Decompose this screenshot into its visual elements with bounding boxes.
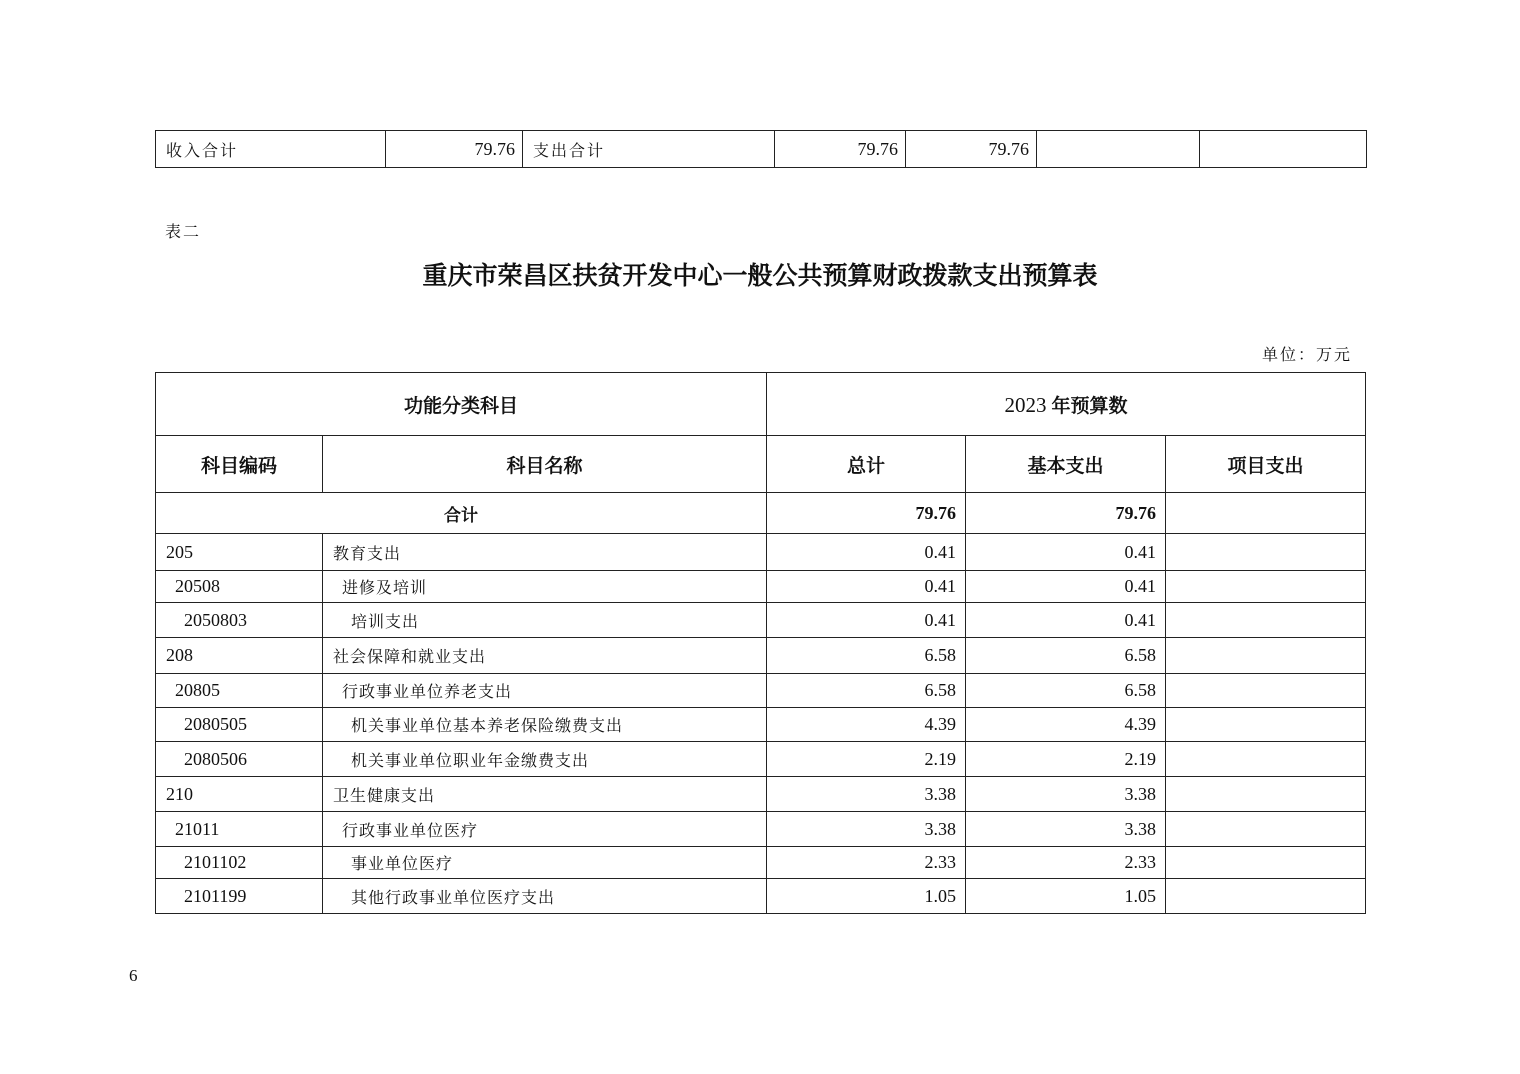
table-row xyxy=(156,812,1366,847)
table-row xyxy=(156,674,1366,708)
subject-code-header: 科目编码 xyxy=(156,436,323,493)
row-code: 2050803 xyxy=(156,603,323,638)
row-total: 1.05 xyxy=(767,879,966,914)
row-basic: 6.58 xyxy=(966,638,1166,674)
row-code: 2080506 xyxy=(156,742,323,777)
summary-extra-cell xyxy=(1200,131,1367,168)
row-project xyxy=(1166,879,1366,914)
income-total-label: 收入合计 xyxy=(156,131,386,168)
row-project xyxy=(1166,812,1366,847)
row-total: 4.39 xyxy=(767,708,966,742)
row-basic: 2.33 xyxy=(966,847,1166,879)
row-code: 2101102 xyxy=(156,847,323,879)
row-code: 2101199 xyxy=(156,879,323,914)
table-row xyxy=(156,708,1366,742)
budget-year: 2023 xyxy=(1004,392,1047,417)
row-total: 2.33 xyxy=(767,847,966,879)
row-basic: 3.38 xyxy=(966,777,1166,812)
row-project xyxy=(1166,571,1366,603)
row-name: 培训支出 xyxy=(323,603,767,638)
row-name: 机关事业单位基本养老保险缴费支出 xyxy=(323,708,767,742)
table-row xyxy=(156,777,1366,812)
row-total: 3.38 xyxy=(767,777,966,812)
row-name: 社会保障和就业支出 xyxy=(323,638,767,674)
unit-note: 单位：万元 xyxy=(1262,345,1353,364)
totals-row xyxy=(156,493,1366,534)
row-project xyxy=(1166,708,1366,742)
row-basic: 0.41 xyxy=(966,534,1166,571)
row-basic: 3.38 xyxy=(966,812,1166,847)
budget-year-suffix: 年预算数 xyxy=(1051,394,1128,417)
total-header: 总计 xyxy=(767,436,966,493)
page-number: 6 xyxy=(129,966,138,985)
row-total: 6.58 xyxy=(767,638,966,674)
totals-label: 合计 xyxy=(156,493,767,534)
subject-name-header: 科目名称 xyxy=(323,436,767,493)
row-basic: 4.39 xyxy=(966,708,1166,742)
totals-total: 79.76 xyxy=(767,493,966,534)
summary-row xyxy=(156,131,1367,168)
basic-expense-header: 基本支出 xyxy=(966,436,1166,493)
budget-table xyxy=(155,372,1366,914)
project-expense-header: 项目支出 xyxy=(1166,436,1366,493)
table-row xyxy=(156,534,1366,571)
header-row-2 xyxy=(156,436,1366,493)
row-code: 21011 xyxy=(156,812,323,847)
row-code: 20508 xyxy=(156,571,323,603)
row-project xyxy=(1166,534,1366,571)
row-name: 行政事业单位医疗 xyxy=(323,812,767,847)
row-project xyxy=(1166,777,1366,812)
row-project xyxy=(1166,638,1366,674)
row-name: 事业单位医疗 xyxy=(323,847,767,879)
row-name: 行政事业单位养老支出 xyxy=(323,674,767,708)
row-project xyxy=(1166,742,1366,777)
expense-basic-value: 79.76 xyxy=(906,131,1037,168)
totals-basic: 79.76 xyxy=(966,493,1166,534)
row-project xyxy=(1166,847,1366,879)
row-basic: 6.58 xyxy=(966,674,1166,708)
expense-total-value: 79.76 xyxy=(775,131,906,168)
row-name: 其他行政事业单位医疗支出 xyxy=(323,879,767,914)
page-title: 重庆市荣昌区扶贫开发中心一般公共预算财政拨款支出预算表 xyxy=(422,261,1098,290)
expense-project-value xyxy=(1037,131,1200,168)
row-name: 教育支出 xyxy=(323,534,767,571)
row-total: 6.58 xyxy=(767,674,966,708)
row-basic: 0.41 xyxy=(966,603,1166,638)
table-row xyxy=(156,603,1366,638)
table-row xyxy=(156,847,1366,879)
totals-project xyxy=(1166,493,1366,534)
budget-year-header xyxy=(767,373,1366,436)
row-total: 2.19 xyxy=(767,742,966,777)
row-name: 进修及培训 xyxy=(323,571,767,603)
summary-table xyxy=(155,130,1367,168)
functional-category-header: 功能分类科目 xyxy=(156,373,767,436)
row-code: 210 xyxy=(156,777,323,812)
row-code: 205 xyxy=(156,534,323,571)
row-name: 卫生健康支出 xyxy=(323,777,767,812)
row-name: 机关事业单位职业年金缴费支出 xyxy=(323,742,767,777)
expense-total-label: 支出合计 xyxy=(523,131,775,168)
row-total: 0.41 xyxy=(767,571,966,603)
row-code: 208 xyxy=(156,638,323,674)
header-row-1 xyxy=(156,373,1366,436)
row-total: 3.38 xyxy=(767,812,966,847)
table-row xyxy=(156,742,1366,777)
row-total: 0.41 xyxy=(767,603,966,638)
row-basic: 2.19 xyxy=(966,742,1166,777)
row-code: 2080505 xyxy=(156,708,323,742)
table-row xyxy=(156,879,1366,914)
row-total: 0.41 xyxy=(767,534,966,571)
table-row xyxy=(156,638,1366,674)
table-row xyxy=(156,571,1366,603)
row-basic: 0.41 xyxy=(966,571,1166,603)
row-code: 20805 xyxy=(156,674,323,708)
income-total-value: 79.76 xyxy=(386,131,523,168)
row-project xyxy=(1166,674,1366,708)
row-project xyxy=(1166,603,1366,638)
row-basic: 1.05 xyxy=(966,879,1166,914)
table-tag: 表二 xyxy=(165,222,202,241)
